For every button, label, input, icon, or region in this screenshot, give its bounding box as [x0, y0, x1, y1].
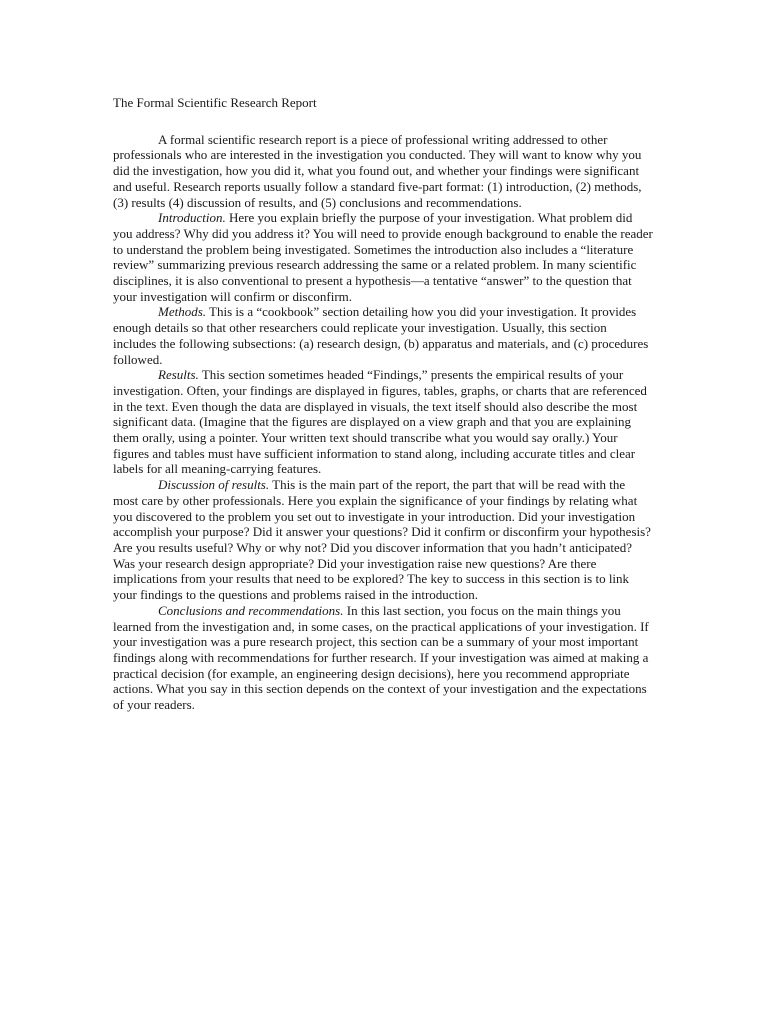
- section-heading-results: Results.: [158, 367, 199, 383]
- section-heading-discussion: Discussion of results.: [158, 477, 270, 493]
- section-results: [113, 367, 653, 477]
- section-text-results: This section sometimes headed “Findings,” presents the empirical results of your investigation. Often, your findings are displayed in figures, tables, graphs, or charts that are referenced in the text. Even though the data are displayed in visuals, the text itself should also describe the most significant data. (Imagine that the figures are displayed on a view graph and that you are explaining them orally, using a pointer. Your written text should transcribe what you would say orally.) Your figures and tables must have sufficient information to stand along, including accurate titles and clear labels for all meaning-carrying features.: [113, 367, 647, 477]
- document-title: The Formal Scientific Research Report: [113, 95, 317, 110]
- section-discussion: [113, 477, 653, 603]
- intro-paragraph: A formal scientific research report is a piece of professional writing addressed to other professionals who are interested in the investigation you conducted. They will want to know why you did the investigation, how you did it, what you found out, and whether your findings were significant and useful. Research reports usually follow a standard five-part format: (1) introduction, (2) methods, (3) results (4) discussion of results, and (5) conclusions and recommendations.: [113, 131, 642, 210]
- section-text-introduction: Here you explain briefly the purpose of your investigation. What problem did you address? Why did you address it? You will need to provide enough background to enable the reader to understand the problem being investigated. Sometimes the introduction also includes a “literature review” summarizing previous research addressing the same or a related problem. In many scientific disciplines, it is also conventional to present a hypothesis—a tentative “answer” to the question that your investigation will confirm or disconfirm.: [113, 210, 653, 304]
- document-body: [113, 95, 653, 713]
- section-heading-introduction: Introduction.: [158, 210, 226, 226]
- section-heading-methods: Methods.: [158, 304, 207, 320]
- section-conclusions: [113, 603, 653, 713]
- section-introduction: [113, 210, 653, 304]
- section-text-methods: This is a “cookbook” section detailing how you did your investigation. It provides enough details so that other researchers could replicate your investigation. Usually, this section includes the following subsections: (a) research design, (b) apparatus and materials, and (c) procedures followed.: [113, 304, 649, 367]
- section-methods: [113, 304, 653, 367]
- section-text-discussion: This is the main part of the report, the part that will be read with the most care by other professionals. Here you explain the significance of your findings by relating what you discovered to the problem you set out to investigate in your introduction. Did your investigation accomplish your purpose? Did it answer your questions? Did it confirm or disconfirm your hypothesis? Are you results useful? Why or why not? Did you discover information that you hadn’t anticipated? Was your research design appropriate? Did your investigation raise new questions? Are there implications from your results that need to be explored? The key to success in this section is to link your findings to the questions and problems raised in the introduction.: [113, 477, 651, 603]
- section-heading-conclusions: Conclusions and recommendations.: [158, 602, 344, 618]
- section-text-conclusions: In this last section, you focus on the main things you learned from the investigation and, in some cases, on the practical applications of your investigation. If your investigation was a pure research project, this section can be a summary of your most important findings along with recommendations for further research. If your investigation was aimed at making a practical decision (for example, an engineering design decisions), here you recommend appropriate actions. What you say in this section depends on the context of your investigation and the expectations of your readers.: [113, 602, 649, 713]
